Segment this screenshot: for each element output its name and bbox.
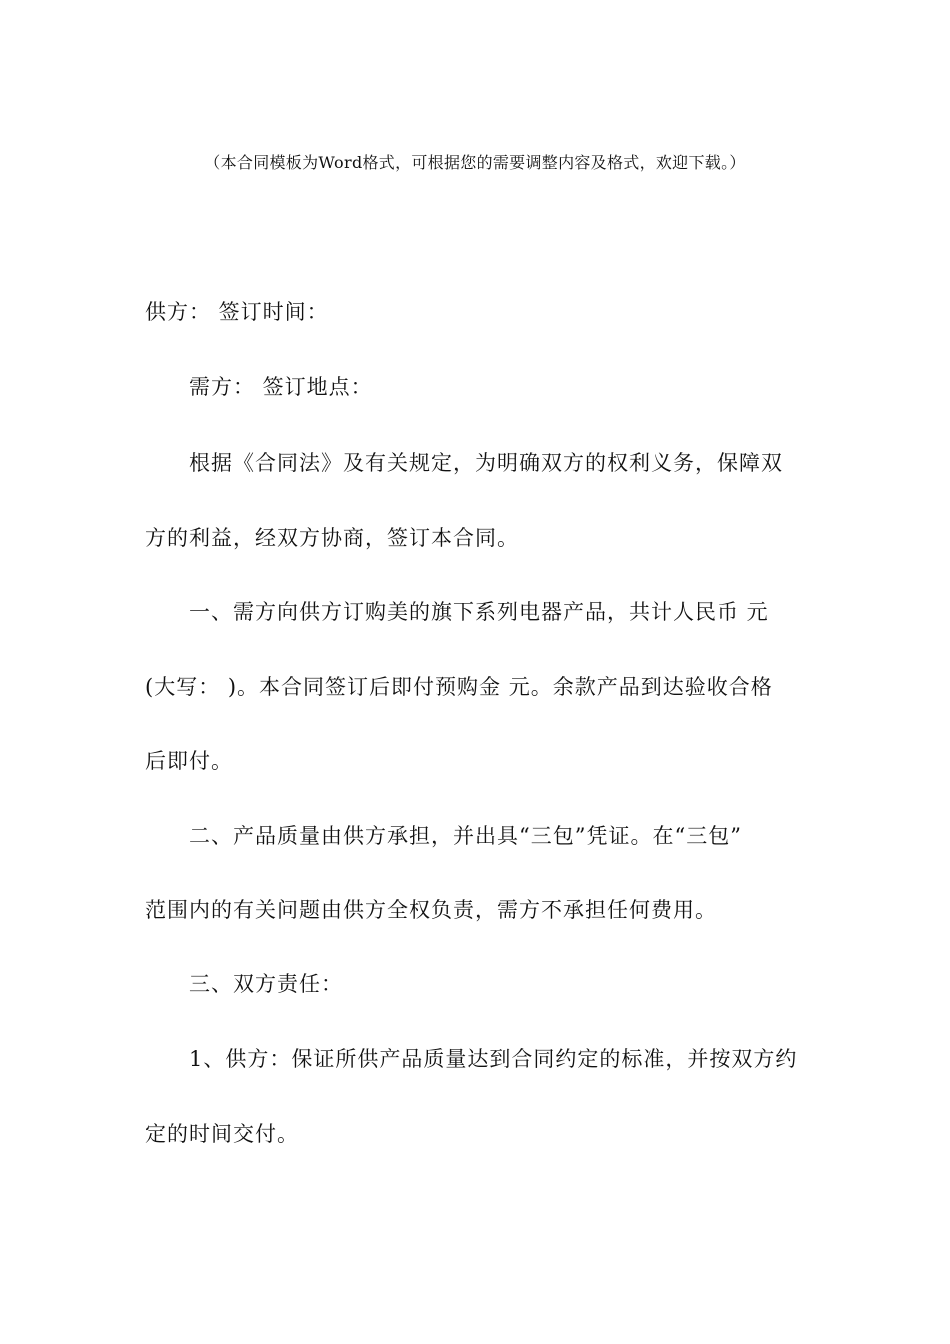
template-note: （本合同模板为Word格式，可根据您的需要调整内容及格式，欢迎下载。）: [204, 153, 746, 172]
buyer-sign-place-line: 需方： 签订地点：: [189, 375, 373, 399]
supplier-sign-time-line: 供方： 签订时间：: [145, 300, 329, 324]
clause-1-line-3: 后即付。: [145, 749, 233, 773]
preamble-line-2: 方的利益，经双方协商，签订本合同。: [145, 526, 519, 550]
clause-1-line-2: (大写： )。本合同签订后即付预购金 元。余款产品到达验收合格: [145, 675, 773, 699]
preamble-line-1: 根据《合同法》及有关规定，为明确双方的权利义务，保障双: [189, 451, 783, 475]
clause-2-line-2: 范围内的有关问题由供方全权负责，需方不承担任何费用。: [145, 898, 717, 922]
clause-3-heading: 三、双方责任：: [189, 972, 343, 996]
clause-3-1-line-1: 1、供方：保证所供产品质量达到合同约定的标准，并按双方约: [189, 1047, 798, 1071]
clause-3-1-line-2: 定的时间交付。: [145, 1122, 299, 1146]
clause-1-line-1: 一、需方向供方订购美的旗下系列电器产品，共计人民币 元: [189, 600, 769, 624]
clause-2-line-1: 二、产品质量由供方承担，并出具“三包”凭证。在“三包”: [189, 824, 742, 848]
